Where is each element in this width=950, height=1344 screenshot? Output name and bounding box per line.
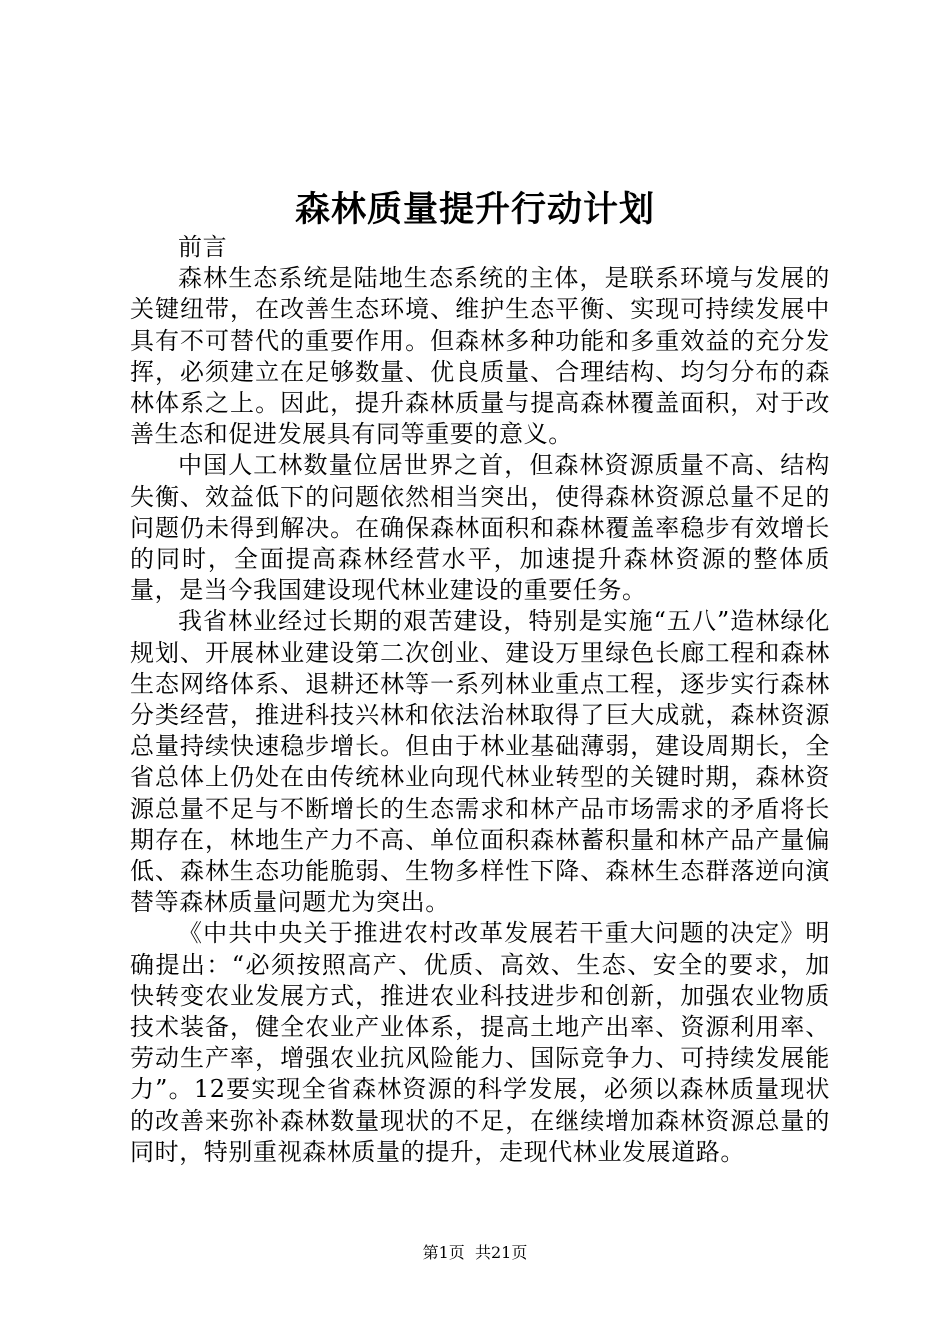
page-total: 共21页	[474, 1243, 528, 1262]
document-title: 森林质量提升行动计划	[294, 189, 655, 230]
paragraph: 《中共中央关于推进农村改革发展若干重大问题的决定》明确提出：“必须按照高产、优质、高效、生态、安全的要求，加快转变农业发展方式，推进农业科技进步和创新，加强农业物质技术装备，健全农业产业体系，提高土地产出率、资源利用率、劳动生产率，增强农业抗风险能力、国际竞争力、可持续发展能力”。12要实现全省森林资源的科学发展，必须以森林质量现状的改善来弥补森林数量现状的不足，在继续增加森林资源总量的同时，特别重视森林质量的提升，走现代林业发展道路。	[130, 919, 830, 1166]
paragraph: 中国人工林数量位居世界之首，但森林资源质量不高、结构失衡、效益低下的问题依然相当突出，使得森林资源总量不足的问题仍未得到解决。在确保森林面积和森林覆盖率稳步有效增长的同时，全面提高森林经营水平，加速提升森林资源的整体质量，是当今我国建设现代林业建设的重要任务。	[130, 451, 830, 605]
page-footer	[0, 1242, 950, 1264]
document-body	[130, 232, 830, 1168]
page-number: 第1页	[422, 1243, 465, 1262]
paragraph: 森林生态系统是陆地生态系统的主体，是联系环境与发展的关键纽带，在改善生态环境、维护生态平衡、实现可持续发展中具有不可替代的重要作用。但森林多种功能和多重效益的充分发挥，必须建立在足够数量、优良质量、合理结构、均匀分布的森林体系之上。因此，提升森林质量与提高森林覆盖面积，对于改善生态和促进发展具有同等重要的意义。	[130, 264, 830, 449]
paragraph: 我省林业经过长期的艰苦建设，特别是实施“五八”造林绿化规划、开展林业建设第二次创业、建设万里绿色长廊工程和森林生态网络体系、退耕还林等一系列林业重点工程，逐步实行森林分类经营，推进科技兴林和依法治林取得了巨大成就，森林资源总量持续快速稳步增长。但由于林业基础薄弱，建设周期长，全省总体上仍处在由传统林业向现代林业转型的关键时期，森林资源总量不足与不断增长的生态需求和林产品市场需求的矛盾将长期存在，林地生产力不高、单位面积森林蓄积量和林产品产量偏低、森林生态功能脆弱、生物多样性下降、森林生态群落逆向演替等森林质量问题尤为突出。	[130, 607, 830, 917]
paragraph-preface-heading: 前言	[178, 233, 228, 261]
